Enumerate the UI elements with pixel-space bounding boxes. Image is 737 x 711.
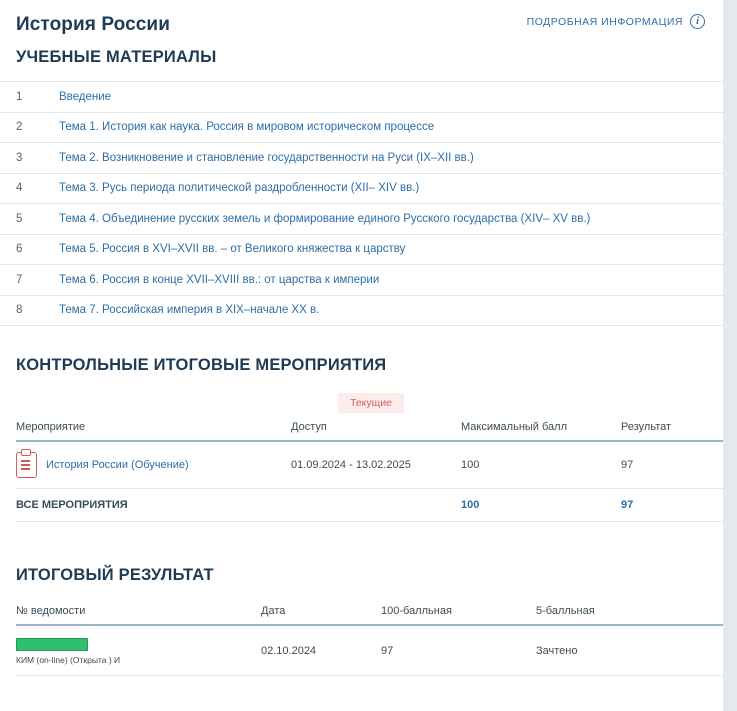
right-scroll-strip[interactable]	[723, 0, 737, 711]
event-max-score: 100	[461, 441, 621, 489]
list-item[interactable]	[0, 82, 723, 113]
final-table-header	[16, 599, 723, 625]
header-actions	[527, 14, 705, 29]
event-name-cell	[16, 441, 291, 489]
material-number: 6	[16, 243, 23, 256]
tab-current[interactable]: Текущие	[338, 393, 404, 413]
col-result: Результат	[621, 415, 723, 441]
events-tabs	[0, 393, 723, 415]
list-item[interactable]	[0, 174, 723, 205]
material-number: 7	[16, 273, 23, 286]
material-link[interactable]: Тема 4. Объединение русских земель и формирование единого Русского государства (XIV– XV вв.)	[59, 212, 591, 225]
events-totals-row	[16, 489, 723, 522]
final-result-table	[16, 599, 723, 676]
material-link[interactable]: Тема 5. Россия в XVI–XVII вв. – от Великого княжества к царству	[59, 243, 406, 256]
materials-section-title: УЧЕБНЫЕ МАТЕРИАЛЫ	[16, 48, 217, 66]
material-number: 2	[16, 121, 23, 134]
table-row[interactable]	[16, 625, 723, 676]
final-scale-5: Зачтено	[536, 625, 723, 676]
totals-max-score: 100	[461, 489, 621, 522]
events-table	[16, 415, 723, 522]
totals-result: 97	[621, 489, 723, 522]
list-item[interactable]	[0, 143, 723, 174]
totals-access	[291, 489, 461, 522]
final-result-section-title: ИТОГОВЫЙ РЕЗУЛЬТАТ	[16, 566, 214, 584]
event-link[interactable]: История России (Обучение)	[46, 459, 189, 471]
material-link[interactable]: Тема 3. Русь периода политической раздробленности (XII– XIV вв.)	[59, 182, 420, 195]
material-link[interactable]: Введение	[59, 90, 112, 103]
material-number: 1	[16, 90, 23, 103]
event-result: 97	[621, 441, 723, 489]
info-icon[interactable]: i	[690, 14, 705, 29]
col-access: Доступ	[291, 415, 461, 441]
final-scale-100: 97	[381, 625, 536, 676]
list-item[interactable]	[0, 113, 723, 144]
material-link[interactable]: Тема 6. Россия в конце XVII–XVIII вв.: от царства к империи	[59, 273, 380, 286]
material-number: 3	[16, 151, 23, 164]
col-scale-5: 5-балльная	[536, 599, 723, 625]
clipboard-icon	[16, 452, 37, 478]
event-access: 01.09.2024 - 13.02.2025	[291, 441, 461, 489]
material-link[interactable]: Тема 1. История как наука. Россия в мировом историческом процессе	[59, 121, 435, 134]
events-section-title: КОНТРОЛЬНЫЕ ИТОГОВЫЕ МЕРОПРИЯТИЯ	[16, 356, 387, 374]
list-item[interactable]	[0, 265, 723, 296]
page-title: История России	[16, 14, 170, 35]
materials-list	[0, 81, 723, 326]
material-link[interactable]: Тема 7. Российская империя в XIX–начале XX в.	[59, 304, 320, 317]
progress-bar	[16, 638, 88, 651]
statement-caption: КИМ (on-line) (Открыта ) И	[16, 655, 121, 665]
totals-label: ВСЕ МЕРОПРИЯТИЯ	[16, 489, 291, 522]
col-date: Дата	[261, 599, 381, 625]
material-number: 4	[16, 182, 23, 195]
details-link[interactable]: ПОДРОБНАЯ ИНФОРМАЦИЯ	[526, 15, 683, 28]
list-item[interactable]	[0, 296, 723, 327]
final-date: 02.10.2024	[261, 625, 381, 676]
events-table-header	[16, 415, 723, 441]
table-row[interactable]	[16, 441, 723, 489]
col-max-score: Максимальный балл	[461, 415, 621, 441]
col-statement-no: № ведомости	[16, 599, 261, 625]
col-scale-100: 100-балльная	[381, 599, 536, 625]
list-item[interactable]	[0, 204, 723, 235]
col-event-name: Мероприятие	[16, 415, 291, 441]
page-header	[0, 0, 723, 34]
list-item[interactable]	[0, 235, 723, 266]
material-number: 8	[16, 304, 23, 317]
material-number: 5	[16, 212, 23, 225]
statement-cell	[16, 625, 261, 676]
material-link[interactable]: Тема 2. Возникновение и становление государственности на Руси (IX–XII вв.)	[59, 151, 474, 164]
